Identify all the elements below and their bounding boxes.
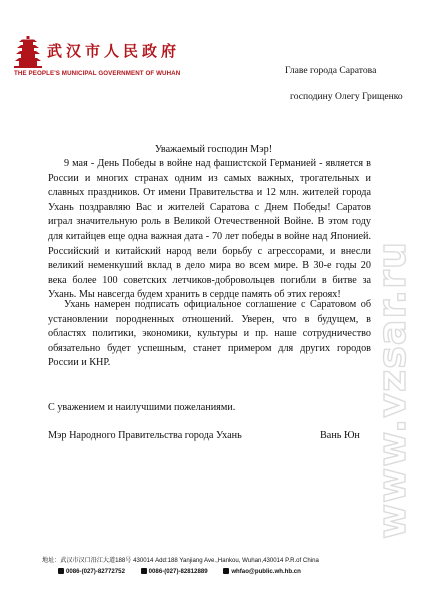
pagoda-logo-icon (14, 36, 42, 68)
watermark-text: www.vzsar.ru (370, 240, 414, 540)
closing-line: С уважением и наилучшими пожеланиями. (48, 402, 236, 413)
fax-icon (141, 568, 147, 574)
footer-email: whfao@public.wh.hb.cn (223, 568, 301, 575)
signature-title: Мэр Народного Правительства города Ухань (48, 430, 242, 441)
recipient-line-1: Главе города Саратова (285, 65, 377, 76)
email-icon (223, 568, 229, 574)
letter-paragraph-2: Ухань намерен подписать официальное соглашение с Саратовом об установлении породненных отношений. Уверен, что в будущем, в областях политики, экономики, культуры и пр. наше сотрудничество обязательно будет успешным, станет примером для других городов России и КНР. (48, 299, 371, 369)
footer-address: 地址：武汉市汉口沿江大道188号 430014 Add:188 Yanjiang Ave.,Hankou, Wuhan,430014 P.R.of China (42, 557, 319, 564)
watermark (372, 190, 412, 590)
signature-name: Вань Юн (320, 430, 360, 441)
letter-paragraph-1: 9 мая - День Победы в войне над фашистской Германией - является в России и многих странах одним из самых важных, трогательных и славных праздников. От имени Правительства и 12 млн. жителей города Ухань поздравляю Вас и жителей Саратова с Днем Победы! Саратов играл значительную роль в Великой Отечественной Войне. В этом году для китайцев еще одна важная дата - 70 лет победы в войне над Японией. Российский и китайский народ вели борьбу с агрессорами, и внесли великий неменкуший вклад в дело мира во всем мире. В 30-е годы 20 века более 100 советских летчиков-добровольцев погибли в битве за Ухань. Мы навсегда будем хранить в сердце память об этих героях! (48, 158, 371, 301)
recipient-line-2: господину Олегу Грищенко (290, 91, 403, 102)
organization-name-chinese: 武汉市人民政府 (47, 42, 181, 60)
footer-fax: 0086-(027)-82812889 (141, 568, 208, 575)
phone-icon (58, 568, 64, 574)
footer-contacts (58, 568, 315, 575)
letterhead (14, 34, 214, 78)
organization-name-english: THE PEOPLE'S MUNICIPAL GOVERNMENT OF WUHAN (14, 70, 181, 77)
footer-tel: 0086-(027)-82772752 (58, 568, 125, 575)
salutation: Уважаемый господин Мэр! (154, 144, 273, 155)
